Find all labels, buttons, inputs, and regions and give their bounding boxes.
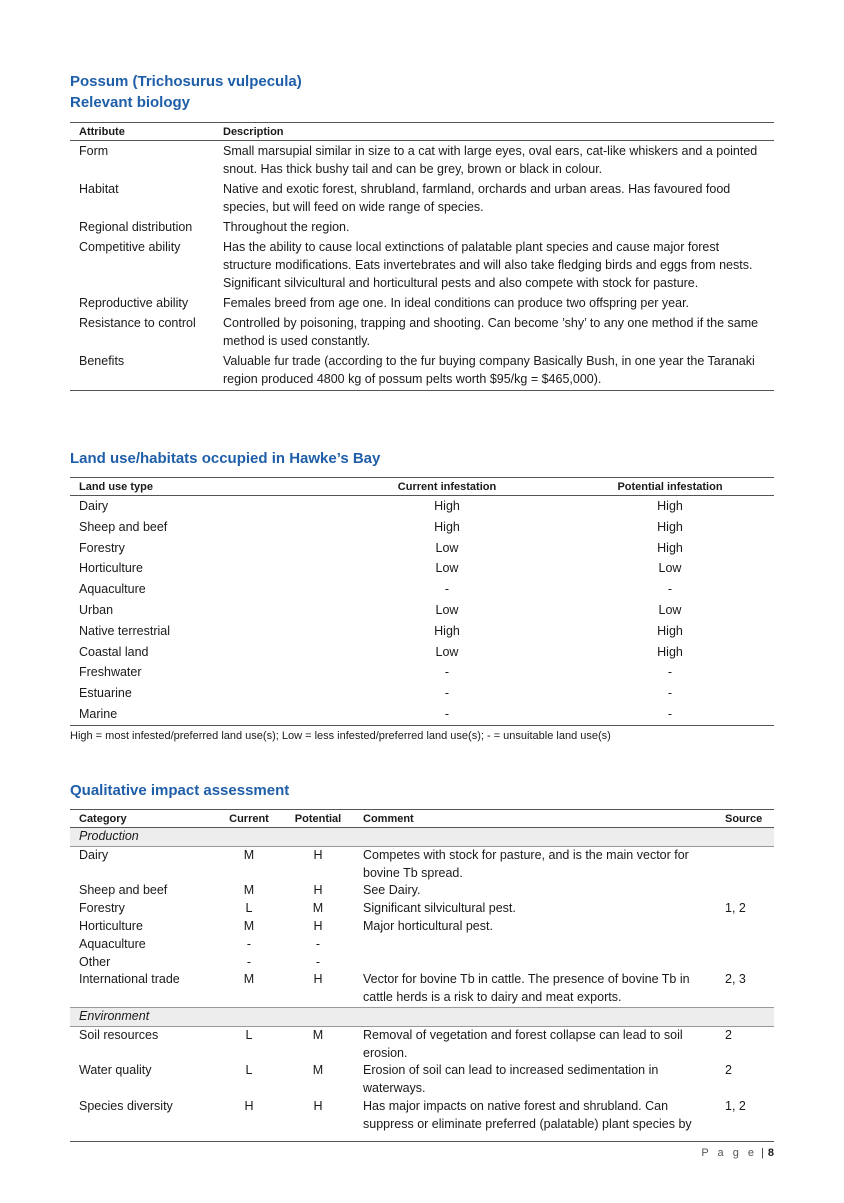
potential-cell: High — [657, 540, 683, 555]
table-row — [70, 179, 774, 217]
land-use-cell: Freshwater — [79, 665, 142, 680]
table-row — [70, 217, 774, 237]
potential-cell: H — [282, 971, 354, 1007]
table-row — [70, 237, 774, 293]
comment-cell: Competes with stock for pasture, and is the main vector for bovine Tb spread. — [363, 847, 689, 880]
table-row — [70, 971, 774, 1007]
current-cell: M — [243, 883, 255, 898]
comment-cell — [354, 936, 716, 954]
current-cell: - — [444, 582, 450, 597]
table-row — [70, 579, 774, 600]
table-row — [70, 1062, 774, 1098]
comment-cell: Vector for bovine Tb in cattle. The presence of bovine Tb in cattle herds is a risk to dairy and meat exports. — [354, 971, 716, 1007]
attribute-cell: Reproductive ability — [79, 296, 189, 310]
col-potential-infestation: Potential infestation — [566, 478, 774, 496]
current-cell: Low — [435, 602, 459, 617]
land-use-cell: Coastal land — [79, 644, 149, 659]
current-cell: M — [243, 847, 255, 862]
land-use-cell: Dairy — [79, 499, 109, 513]
table-row — [70, 538, 774, 559]
potential-cell: High — [657, 519, 683, 534]
biology-heading: Relevant biology — [70, 94, 191, 111]
source-cell: 1, 2 — [725, 901, 746, 916]
table-row — [70, 918, 774, 936]
table-row — [70, 351, 774, 391]
potential-cell: High — [657, 623, 683, 638]
table-row — [70, 621, 774, 642]
current-cell: - — [246, 954, 252, 969]
land-use-legend-note: High = most infested/preferred land use(s); Low = less infested/preferred land use(s); - = unsuitable land use(s) — [70, 730, 611, 742]
category-cell: Horticulture — [79, 918, 143, 933]
description-cell: Throughout the region. — [223, 220, 350, 234]
table-row — [70, 313, 774, 351]
col-category: Category — [70, 810, 216, 828]
col-description: Description — [214, 123, 774, 141]
category-cell: Aquaculture — [79, 936, 146, 951]
attribute-cell: Habitat — [79, 182, 119, 196]
current-cell: Low — [435, 540, 459, 555]
table-row — [70, 882, 774, 900]
potential-cell: - — [667, 686, 673, 701]
table-row — [70, 496, 774, 517]
table-row — [70, 662, 774, 683]
land-use-cell: Sheep and beef — [79, 519, 168, 534]
table-row — [70, 1098, 774, 1134]
table-row — [70, 704, 774, 725]
category-cell: Water quality — [79, 1063, 152, 1078]
current-cell: High — [434, 499, 460, 513]
table-row — [70, 517, 774, 538]
impact-table — [70, 809, 774, 1134]
category-cell: Sheep and beef — [79, 883, 168, 898]
current-cell: High — [434, 519, 460, 534]
section-label: Production — [70, 828, 774, 847]
current-cell: L — [245, 901, 253, 916]
potential-cell: H — [313, 847, 323, 862]
source-cell: 1, 2 — [725, 1098, 746, 1113]
category-cell: Forestry — [79, 901, 125, 916]
potential-cell: Low — [658, 602, 682, 617]
land-use-cell: Aquaculture — [79, 582, 146, 597]
category-cell: Dairy — [79, 847, 109, 862]
current-cell: - — [444, 665, 450, 680]
source-cell: 2, 3 — [716, 971, 774, 1007]
land-use-cell: Urban — [79, 602, 114, 617]
comment-cell: Significant silvicultural pest. — [363, 901, 516, 916]
page-number: 8 — [767, 1147, 774, 1159]
table-row — [70, 936, 774, 954]
comment-cell: Has major impacts on native forest and shrubland. Can suppress or eliminate preferred (palatable) plant species by — [363, 1098, 692, 1131]
potential-cell: - — [315, 936, 321, 951]
land-use-heading: Land use/habitats occupied in Hawke’s Bay — [70, 450, 381, 467]
description-cell: Small marsupial similar in size to a cat with large eyes, oval ears, cat-like whiskers and a pointed snout. Has thick bushy tail and can be grey, brown or black in colour. — [223, 144, 758, 176]
description-cell: Valuable fur trade (according to the fur buying company Basically Bush, in one year the Taranaki region produced 4800 kg of possum pelts worth $95/kg = $465,000). — [214, 351, 774, 391]
source-cell — [716, 882, 774, 900]
source-cell: 2 — [725, 1063, 732, 1078]
category-cell: Species diversity — [79, 1098, 173, 1113]
col-current-infestation: Current infestation — [328, 478, 566, 496]
potential-cell: - — [667, 582, 673, 597]
table-row — [70, 141, 774, 180]
table-row — [70, 683, 774, 704]
land-use-cell: Horticulture — [79, 561, 143, 576]
potential-cell: High — [657, 499, 683, 513]
land-use-cell: Native terrestrial — [79, 623, 170, 638]
table-row — [70, 293, 774, 313]
potential-cell: H — [313, 883, 323, 898]
source-cell — [716, 918, 774, 936]
col-attribute: Attribute — [70, 123, 214, 141]
table-row — [70, 954, 774, 972]
description-cell: Controlled by poisoning, trapping and shooting. Can become ’shy’ to any one method if the same method is used constantly. — [223, 316, 759, 348]
current-cell: High — [434, 623, 460, 638]
table-row — [70, 600, 774, 621]
comment-cell — [354, 954, 716, 972]
description-cell: Females breed from age one. In ideal conditions can produce two offspring per year. — [223, 296, 690, 310]
potential-cell: - — [667, 665, 673, 680]
attribute-cell: Regional distribution — [79, 220, 193, 234]
current-cell: Low — [435, 644, 459, 659]
land-use-cell: Forestry — [79, 540, 125, 555]
current-cell: - — [328, 704, 566, 725]
species-title: Possum (Trichosurus vulpecula) — [70, 73, 302, 90]
biology-table — [70, 122, 774, 391]
category-cell: International trade — [70, 971, 216, 1007]
potential-cell: M — [312, 1027, 324, 1042]
current-cell: M — [243, 918, 255, 933]
table-row — [70, 1026, 774, 1062]
source-cell — [716, 954, 774, 972]
section-row — [70, 828, 774, 847]
table-row — [70, 558, 774, 579]
potential-cell: H — [313, 918, 323, 933]
section-row — [70, 1007, 774, 1026]
potential-cell: - — [315, 954, 321, 969]
category-cell: Other — [79, 954, 111, 969]
comment-cell: Major horticultural pest. — [363, 918, 493, 933]
current-cell: H — [244, 1098, 254, 1113]
col-current: Current — [216, 810, 282, 828]
current-cell: Low — [435, 561, 459, 576]
description-cell: Has the ability to cause local extinctions of palatable plant species and cause major forest structure modifications. Eats invertebrates and will also take fledging birds and eggs from nests. Significant silvicultural and horticultural pests and also compete with stock for pasture. — [223, 240, 753, 290]
col-comment: Comment — [354, 810, 716, 828]
source-cell — [716, 846, 774, 882]
current-cell: L — [245, 1027, 253, 1042]
potential-cell: - — [566, 704, 774, 725]
land-use-table — [70, 477, 774, 726]
col-potential: Potential — [282, 810, 354, 828]
source-cell — [716, 936, 774, 954]
source-cell: 2 — [725, 1027, 732, 1042]
current-cell: M — [216, 971, 282, 1007]
col-source: Source — [716, 810, 774, 828]
col-land-use: Land use type — [70, 478, 328, 496]
category-cell: Soil resources — [79, 1027, 159, 1042]
table-row — [70, 900, 774, 918]
footer-rule — [70, 1141, 774, 1142]
impact-heading: Qualitative impact assessment — [70, 782, 290, 799]
table-row — [70, 846, 774, 882]
potential-cell: M — [312, 901, 324, 916]
description-cell: Native and exotic forest, shrubland, farmland, orchards and urban areas. Has favoured food species, but will feed on wide range of species. — [223, 182, 731, 214]
page-label: P a g e — [701, 1147, 758, 1159]
current-cell: - — [444, 686, 450, 701]
page-footer: P a g e | 8 — [701, 1147, 774, 1159]
table-row — [70, 642, 774, 663]
potential-cell: M — [312, 1063, 324, 1078]
current-cell: L — [245, 1063, 253, 1078]
potential-cell: Low — [658, 561, 682, 576]
section-label: Environment — [70, 1007, 774, 1026]
comment-cell: See Dairy. — [363, 883, 421, 898]
potential-cell: H — [313, 1098, 323, 1113]
attribute-cell: Resistance to control — [79, 316, 196, 330]
comment-cell: Removal of vegetation and forest collapse can lead to soil erosion. — [363, 1027, 683, 1060]
land-use-cell: Estuarine — [79, 686, 132, 701]
land-use-cell: Marine — [70, 704, 328, 725]
attribute-cell: Benefits — [70, 351, 214, 391]
comment-cell: Erosion of soil can lead to increased sedimentation in waterways. — [363, 1063, 659, 1096]
attribute-cell: Competitive ability — [79, 240, 181, 254]
current-cell: - — [246, 936, 252, 951]
potential-cell: High — [657, 644, 683, 659]
attribute-cell: Form — [79, 144, 109, 158]
